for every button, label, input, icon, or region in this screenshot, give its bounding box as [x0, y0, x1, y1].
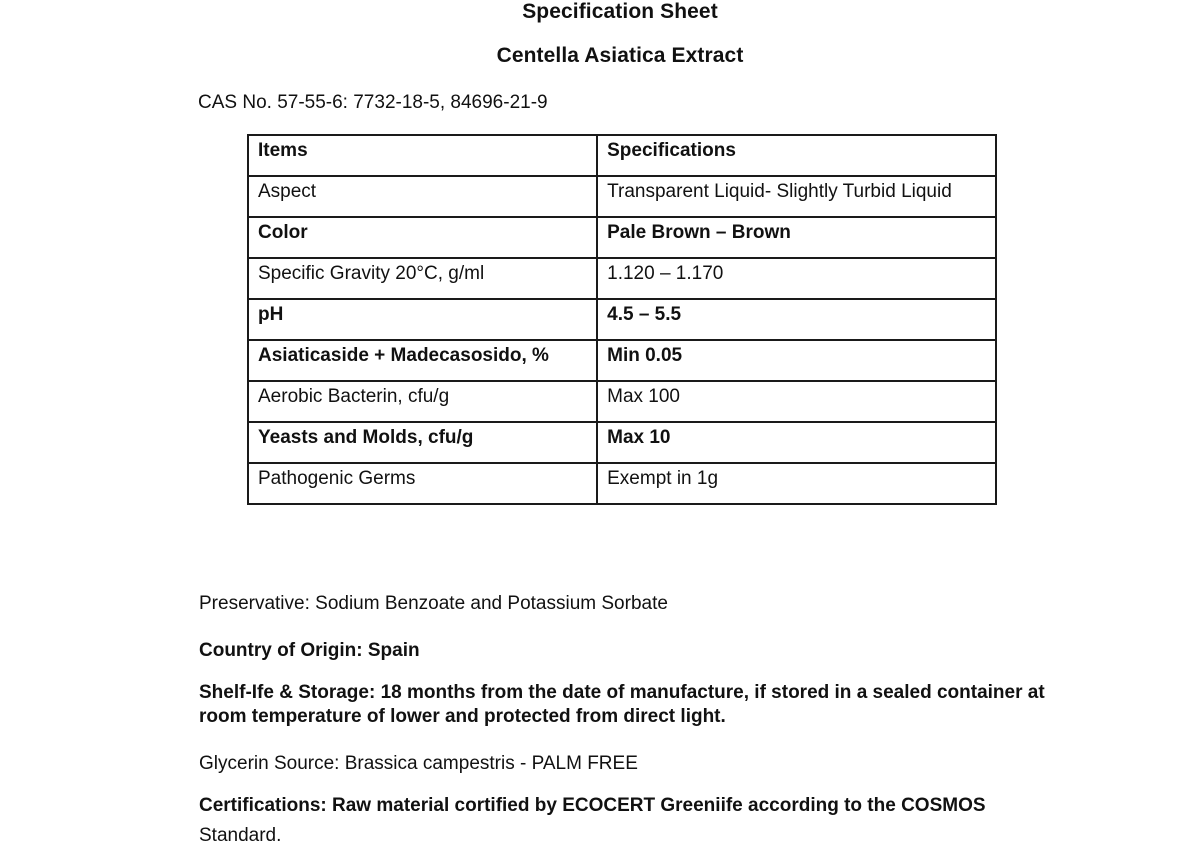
- row-item: Yeasts and Molds, cfu/g: [248, 422, 597, 463]
- row-spec: Min 0.05: [597, 340, 996, 381]
- document-title: Specification Sheet: [522, 0, 718, 23]
- cas-number: CAS No. 57-55-6: 7732-18-5, 84696-21-9: [198, 92, 548, 113]
- preservative-note: Preservative: Sodium Benzoate and Potassium Sorbate: [199, 593, 668, 614]
- row-item: pH: [248, 299, 597, 340]
- row-item: Aerobic Bacterin, cfu/g: [248, 381, 597, 422]
- table-row: [248, 381, 996, 422]
- row-item: Aspect: [248, 176, 597, 217]
- row-item: Color: [248, 217, 597, 258]
- table-row: [248, 217, 996, 258]
- table-row: [248, 340, 996, 381]
- certifications-line-2: Standard.: [199, 825, 282, 846]
- table-header-row: [248, 135, 996, 176]
- row-spec: Transparent Liquid- Slightly Turbid Liquid: [597, 176, 996, 217]
- row-spec: Max 10: [597, 422, 996, 463]
- table-row: [248, 463, 996, 504]
- row-spec: Exempt in 1g: [597, 463, 996, 504]
- row-spec: Max 100: [597, 381, 996, 422]
- table-row: [248, 176, 996, 217]
- row-spec: 4.5 – 5.5: [597, 299, 996, 340]
- header-items: Items: [248, 135, 597, 176]
- certifications-line-1: Certifications: Raw material cortified by ECOCERT Greeniife according to the COSMOS: [199, 795, 986, 816]
- glycerin-source: Glycerin Source: Brassica campestris - PALM FREE: [199, 753, 638, 774]
- row-item: Asiaticaside + Madecasosido, %: [248, 340, 597, 381]
- row-item: Specific Gravity 20°C, g/ml: [248, 258, 597, 299]
- certifications-note: [199, 794, 1019, 848]
- row-spec: 1.120 – 1.170: [597, 258, 996, 299]
- table-row: [248, 299, 996, 340]
- header-specifications: Specifications: [597, 135, 996, 176]
- table-row: [248, 422, 996, 463]
- table-row: [248, 258, 996, 299]
- document-subtitle: Centella Asiatica Extract: [496, 44, 744, 67]
- specification-table: [247, 134, 997, 505]
- row-spec: Pale Brown – Brown: [597, 217, 996, 258]
- row-item: Pathogenic Germs: [248, 463, 597, 504]
- country-of-origin: Country of Origin: Spain: [199, 640, 420, 661]
- shelf-life-note: Shelf-Ɩfe & Storage: 18 months from the date of manufacture, if stored in a sealed container at room temperature of lower and protected from direct light.: [199, 682, 1045, 727]
